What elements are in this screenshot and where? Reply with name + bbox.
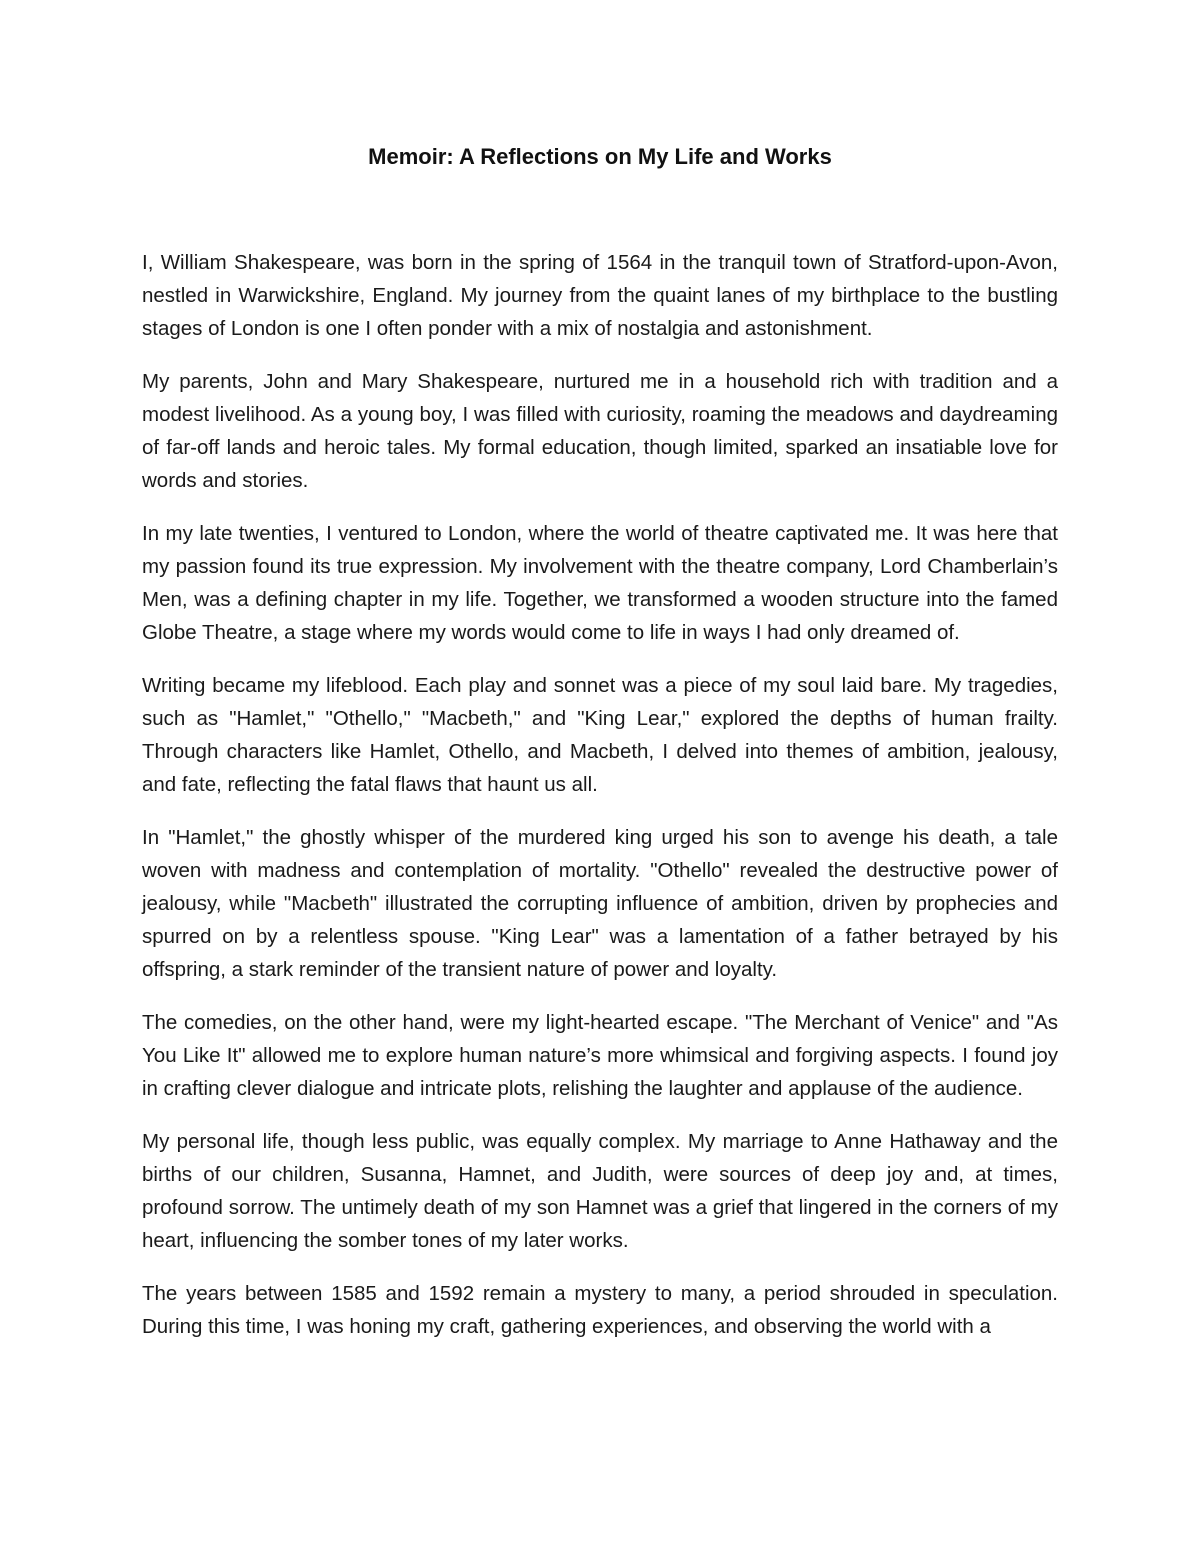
paragraph-london: In my late twenties, I ventured to London, where the world of theatre captivated me. It was here that my passion found its true expression. My involvement with the theatre company, Lord Chamberlain’s Men, was a defining chapter in my life. Together, we transformed a wooden structure into the famed Globe Theatre, a stage where my words would come to life in ways I had only dreamed of.: [142, 522, 1058, 644]
paragraph-birth: I, William Shakespeare, was born in the spring of 1564 in the tranquil town of Stratford-upon-Avon, nestled in Warwickshire, England. My journey from the quaint lanes of my birthplace to the bustling stages of London is one I often ponder with a mix of nostalgia and astonishment.: [142, 251, 1058, 340]
paragraph-parents: My parents, John and Mary Shakespeare, nurtured me in a household rich with tradition and a modest livelihood. As a young boy, I was filled with curiosity, roaming the meadows and daydreaming of far-off lands and heroic tales. My formal education, though limited, sparked an insatiable love for words and stories.: [142, 370, 1058, 492]
paragraph-tragedies: Writing became my lifeblood. Each play and sonnet was a piece of my soul laid bare. My tragedies, such as "Hamlet," "Othello," "Macbeth," and "King Lear," explored the depths of human frailty. Through characters like Hamlet, Othello, and Macbeth, I delved into themes of ambition, jealousy, and fate, reflecting the fatal flaws that haunt us all.: [142, 674, 1058, 796]
paragraph-personal-life: My personal life, though less public, was equally complex. My marriage to Anne Hathaway and the births of our children, Susanna, Hamnet, and Judith, were sources of deep joy and, at times, profound sorrow. The untimely death of my son Hamnet was a grief that lingered in the corners of my heart, influencing the somber tones of my later works.: [142, 1130, 1058, 1252]
document-body: [142, 246, 1058, 1343]
paragraph-comedies: The comedies, on the other hand, were my light-hearted escape. "The Merchant of Venice" and "As You Like It" allowed me to explore human nature’s more whimsical and forgiving aspects. I found joy in crafting clever dialogue and intricate plots, relishing the laughter and applause of the audience.: [142, 1011, 1058, 1100]
paragraph-lost-years: The years between 1585 and 1592 remain a mystery to many, a period shrouded in speculation. During this time, I was honing my craft, gathering experiences, and observing the world with a: [142, 1282, 1058, 1338]
paragraph-hamlet: In "Hamlet," the ghostly whisper of the murdered king urged his son to avenge his death, a tale woven with madness and contemplation of mortality. "Othello" revealed the destructive power of jealousy, while "Macbeth" illustrated the corrupting influence of ambition, driven by prophecies and spurred on by a relentless spouse. "King Lear" was a lamentation of a father betrayed by his offspring, a stark reminder of the transient nature of power and loyalty.: [142, 826, 1058, 981]
page-title: Memoir: A Reflections on My Life and Works: [368, 144, 832, 169]
